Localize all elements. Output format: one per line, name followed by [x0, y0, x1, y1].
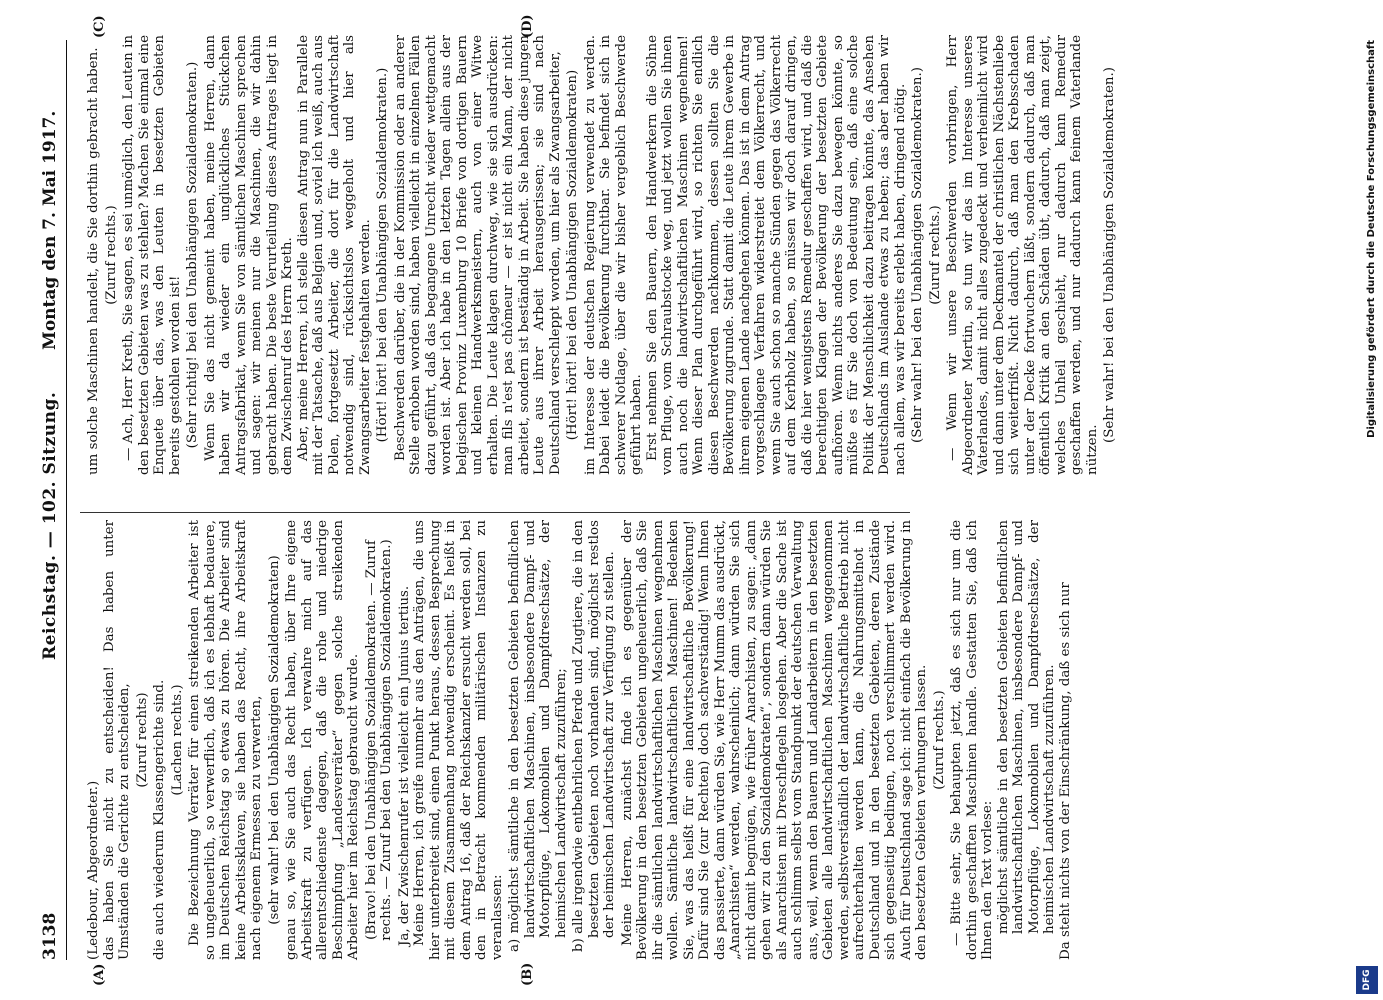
interjection: (Bravo! bei den Unabhängigen Sozialdemokraten. — Zuruf rechts. — Zuruf bei den Unabhängigen Sozialdemokraten.): [363, 539, 394, 941]
paragraph: Meine Herren, zunächst finde ich es gegenüber der Bevölkerung in den besetzten Gebieten ungeheuerlich, daß Sie ihr die sämtlichen landwirtschaftlichen Maschinen wegnehmen wollen. Sämtliche landwirtschaftlichen Maschinen! Bedenken Sie, was das heißt für eine landwirtschaftliche Bevölkerung! Dafür sind Sie (zur Rechten) doch sachverständig! Wenn Ihnen das passierte, dann würden Sie, wie Herr Mumm das ausdrückt, „Anarchisten“ werden, wahrscheinlich; dann würden Sie sich nicht damit begnügen, wie früher Anarchisten, zu sagen: „dann gehen wir zu den Sozialdemokraten“, sondern dann würden Sie als Anarchisten mit Dreschflegeln losgehen. Aber die Sache ist auch schlimm selbst vom Standpunkt der deutschen Verwaltung aus, weil, wenn den Bauern und Landarbeitern in den besetzten Gebieten alle landwirtschaftlichen Maschinen weggenommen werden, selbstverständlich der landwirtschaftliche Betrieb nicht aufrechterhalten werden kann, die Nahrungsmittelnot in Deutschland und in den besetzten Gebieten, deren Zustände sich gegenseitig bedingen, noch verschlimmert werden wird. Auch für Deutschland sage ich: nicht einfach die Bevölkerung in den besetzten Gebieten verhungern lassen.: [619, 520, 929, 960]
paragraph: Beschwerden darüber, die in der Kommission oder an anderer Stelle erhoben worden sind, haben vielleicht in einzelnen Fällen dazu geführt, daß das begangene Unrecht wieder wettgemacht worden ist. Aber ich habe in den letzten Tagen allein aus der belgischen Provinz Luxemburg 10 Briefe von dortigen Bauern und kleinen Handwerksmeistern, auch von einer Witwe erhalten. Die Leute klagen durchweg, wie sie sich ausdrücken: man fils n'est pas chômeur — er ist nicht ein Mann, der nicht arbeitet, sondern ist beständig in Arbeit. Sie haben diese jungen Leute aus ihrer Arbeit herausgerissen; sie sind nach Deutschland verschleppt worden, um hier als Zwangsarbeiter,: [392, 35, 563, 475]
interjection: (Sehr wahr! bei den Unabhängigen Sozialdemokraten.): [910, 66, 925, 444]
interjection: (Zuruf rechts.): [103, 205, 119, 305]
interjection: (sehr wahr! bei den Unabhängigen Sozialdemokraten): [266, 555, 282, 925]
page-header: [36, 40, 67, 960]
motion-item-a: a) möglichst sämtliche in den besetzten Gebieten befindlichen landwirtschaftlichen Maschinen, insbesondere Dampf- und Motorpflüge, Lokomobilen und Dampfdreschsätze, der heimischen Landwirtschaft zuzuführen;: [507, 520, 569, 952]
margin-marker-a: (A): [92, 963, 107, 986]
paragraph: — Ach, Herr Kreth, Sie sagen, es sei unmöglich, den Leuten in den besetzten Gebieten was zu stehlen? Machen Sie einmal eine Enquete über das, was den Leuten in besetzten Gebieten bereits gestohlen worden ist!: [121, 35, 183, 475]
paragraph: das haben Sie nicht zu entscheiden! Das haben unter Umständen die Gerichte zu entscheiden,: [101, 520, 132, 960]
paragraph: Aber, meine Herren, ich stelle diesen Antrag nun in Parallele mit der Tatsache, daß aus Belgien und, soviel ich weiß, auch aus Polen, fortgesetzt Arbeiter, die dort für die Landwirtschaft notwendig sind, rücksichtslos weggeholt und hier als Zwangsarbeiter festgehalten werden.: [295, 35, 373, 475]
margin-marker-d: (D): [520, 14, 535, 38]
interjection: (Zuruf rechts.): [927, 205, 943, 305]
left-column: [86, 520, 1073, 960]
paragraph: Wenn Sie das nicht gemeint haben, meine Herren, dann haben wir da wieder ein unglückliches Stückchen Antragsfabrikat, wenn Sie von sämtlichen Maschinen sprechen und sagen: wir meinen nur die Maschinen, die wir dahin gebracht haben. Die beste Verurteilung dieses Antrages liegt in dem Zwischenruf des Herrn Kreth.: [202, 35, 295, 475]
paragraph: Erst nehmen Sie den Bauern, den Handwerkern die Söhne vom Pfluge, vom Schraubstocke weg, und jetzt wollen Sie ihnen auch noch die landwirtschaftlichen Maschinen wegnehmen! Wenn dieser Plan durchgeführt wird, so richten Sie endlich diesen Beschwerden nachkommen, dessen sollten Sie die Bevölkerung zugrunde. Statt damit die Leute ihrem Gewerbe in ihrem eigenen Lande nachgehen können. Das ist in dem Antrag vorgeschlagene Verfahren widerstreitet dem Völkerrecht, und wenn Sie auch schon so manche Sünden gegen das Völkerrecht auf dem Kerbholz haben, so müssen wir doch darauf dringen, daß die hier wenigstens Remedur geschaffen wird, und daß die berechtigten Klagen der Bevölkerung der besetzten Gebiete aufhören. Wenn nichts anderes Sie dazu bewegen könnte, so müßte es für Sie doch von Bedeutung sein, daß eine solche Politik der Menschlichkeit dazu beitragen könnte, das Ansehen Deutschlands im Auslande etwas zu heben; das aber haben wir nach allem, was wir bereits erlebt haben, dringend nötig.: [644, 35, 908, 475]
paragraph: Die Bezeichnung Verräter für einen streikenden Arbeiter ist so ungeheuerlich, so verwerflich, daß ich es lebhaft bedauere, im Deutschen Reichstag so etwas zu hören. Die Arbeiter sind keine Arbeitssklaven, sie haben das Recht, ihre Arbeitskraft nach eigenem Ermessen zu verwerten,: [187, 520, 264, 960]
session-date: Montag den 7. Mai 1917.: [40, 110, 60, 350]
interjection: (Sehr richtig! bei den Unabhängigen Sozialdemokraten.): [185, 61, 200, 449]
paragraph: die auch wiederum Klassengerichte sind.: [152, 679, 167, 960]
interjection: (Hört! hört! bei den Unabhängigen Sozialdemokraten.): [375, 67, 390, 443]
right-column: [86, 35, 1120, 475]
quoted-motion: möglichst sämtliche in den besetzten Gebieten befindlichen landwirtschaftlichen Maschinen, insbesondere Dampf- und Motorpflüge, Lokomobilen und Dampfdreschsätze, der heimischen Landwirtschaft zuzuführen.: [995, 520, 1057, 934]
paragraph: genau so, wie Sie auch das Recht haben, über Ihre eigene Arbeitskraft zu verfügen. Ich verwahre mich auf das allerentschiedenste dagegen, daß die rohe und niedrige Beschimpfung „Landesverräter“ gegen solche streikenden Arbeiter hier im Reichstag gebraucht wurde.: [284, 520, 361, 960]
motion-item-b: b) alle irgendwie entbehrlichen Pferde und Zugtiere, die in den besetzten Gebieten noch vorhanden sind, möglichst restlos der heimischen Landwirtschaft zur Verfügung zu stellen.: [571, 520, 617, 952]
paragraph: — Wenn wir unsere Beschwerden vorbringen, Herr Abgeordneter Mertin, so tun wir das im Interesse unseres Vaterlandes, damit nicht alles zugedeckt und verheimlicht wird und dann unter dem Deckmantel der christlichen Nächstenliebe sich weiterfrißt. Nicht dadurch, daß man den Krebsschaden unter der Decke fortwuchern läßt, sondern dadurch, daß man öffentlich Kritik an den Schäden übt, dadurch, daß man zeigt, welches Unheil geschieht, nur dadurch kann Remedur geschaffen werden, und nur dadurch kann feinem Vaterlande nützen.: [945, 35, 1100, 475]
dfg-logo: DFG: [1356, 966, 1378, 994]
paragraph: — Bitte sehr, Sie behaupten jetzt, daß es sich nur um die dorthin geschafften Maschinen handle. Gestatten Sie, daß ich Ihnen den Text vorlese:: [949, 520, 995, 960]
column-divider: [80, 512, 910, 513]
page-number: 3138: [40, 912, 60, 960]
session-title: Reichstag. — 102. Sitzung.: [40, 391, 60, 660]
interjection: (Zuruf rechts.): [931, 690, 947, 790]
speaker-label: (Ledebour, Abgeordneter.): [86, 780, 101, 960]
paragraph: Meine Herren, ich greife nunmehr aus den Anträgen, die uns hier unterbreitet sind, einen Punkt heraus, dessen Besprechung mit diesem Zusammenhang notwendig erscheint. Es heißt in dem Antrag 16, daß der Reichskanzler ersucht werden soll, bei den in Betracht kommenden militärischen Instanzen zu veranlassen:: [412, 520, 505, 960]
interjection: (Zuruf rechts): [134, 692, 150, 788]
margin-marker-b: (B): [520, 962, 535, 986]
paragraph: im Interesse der deutschen Regierung verwendet zu werden. Dabei leidet die Bevölkerung furchtbar. Sie befindet sich in schwerer Notlage, über die wir bisher vergeblich Beschwerde geführt haben.: [582, 35, 644, 475]
paragraph: Da steht nichts von der Einschränkung, daß es sich nur: [1057, 582, 1073, 960]
paragraph: um solche Maschinen handelt, die Sie dorthin gebracht haben.: [86, 47, 101, 475]
interjection: (Sehr wahr! bei den Unabhängigen Sozialdemokraten.): [1102, 66, 1117, 444]
digitization-credit: Digitalisierung gefördert durch die Deutsche Forschungsgemeinschaft: [1366, 40, 1377, 438]
interjection: (Lachen rechts.): [169, 684, 185, 796]
paragraph: Ja, der Zwischenrufer ist vielleicht ein Junius tertius.: [396, 585, 412, 946]
margin-marker-c: (C): [92, 15, 107, 38]
interjection: (Hört! hört! bei den Unabhängigen Sozialdemokraten): [565, 69, 580, 441]
